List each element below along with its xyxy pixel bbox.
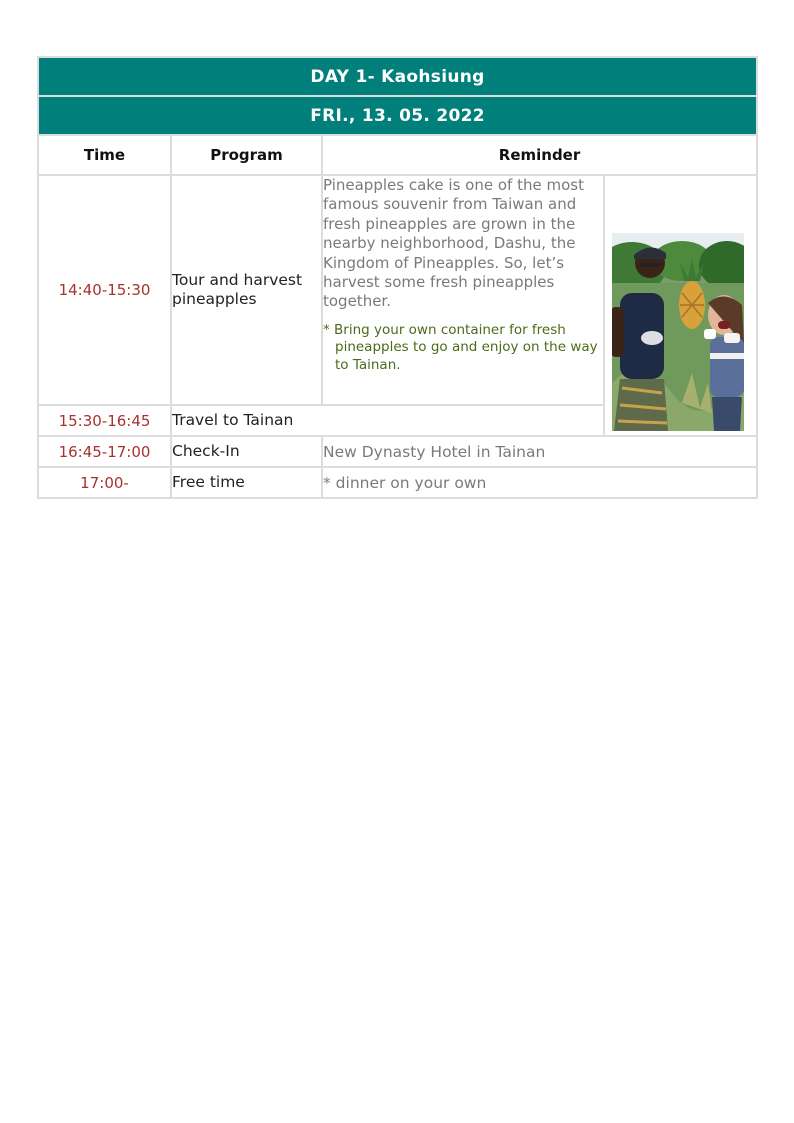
column-header-time: Time: [38, 135, 171, 175]
pineapple-harvest-photo: [612, 233, 744, 431]
row-time: 17:00-: [38, 467, 171, 498]
reminder-note: * Bring your own container for fresh pineapples to go and enjoy on the way to Tainan.: [323, 321, 598, 373]
column-header-program: Program: [171, 135, 322, 175]
row-reminder: [322, 175, 604, 405]
itinerary-table: [37, 56, 758, 499]
row-reminder: * dinner on your own: [322, 467, 757, 498]
row-reminder: New Dynasty Hotel in Tainan: [322, 436, 757, 467]
row-program: Travel to Tainan: [171, 405, 604, 436]
column-header-reminder: Reminder: [322, 135, 757, 175]
reminder-text: Pineapples cake is one of the most famous souvenir from Taiwan and fresh pineapples are grown in the nearby neighborhood, Dashu, the Kingdom of Pineapples. So, let’s harvest some fresh pineapples together.: [323, 176, 584, 311]
row-time: 15:30-16:45: [38, 405, 171, 436]
row-program: Free time: [171, 467, 322, 498]
row-program: Check-In: [171, 436, 322, 467]
day-title: DAY 1- Kaohsiung: [38, 57, 757, 96]
table-row: [38, 467, 757, 498]
photo-cell: [604, 175, 757, 436]
table-row: [38, 436, 757, 467]
table-row: [38, 175, 757, 405]
day-date: FRI., 13. 05. 2022: [38, 96, 757, 135]
row-time: 14:40-15:30: [38, 175, 171, 405]
row-time: 16:45-17:00: [38, 436, 171, 467]
row-program: Tour and harvest pineapples: [171, 175, 322, 405]
